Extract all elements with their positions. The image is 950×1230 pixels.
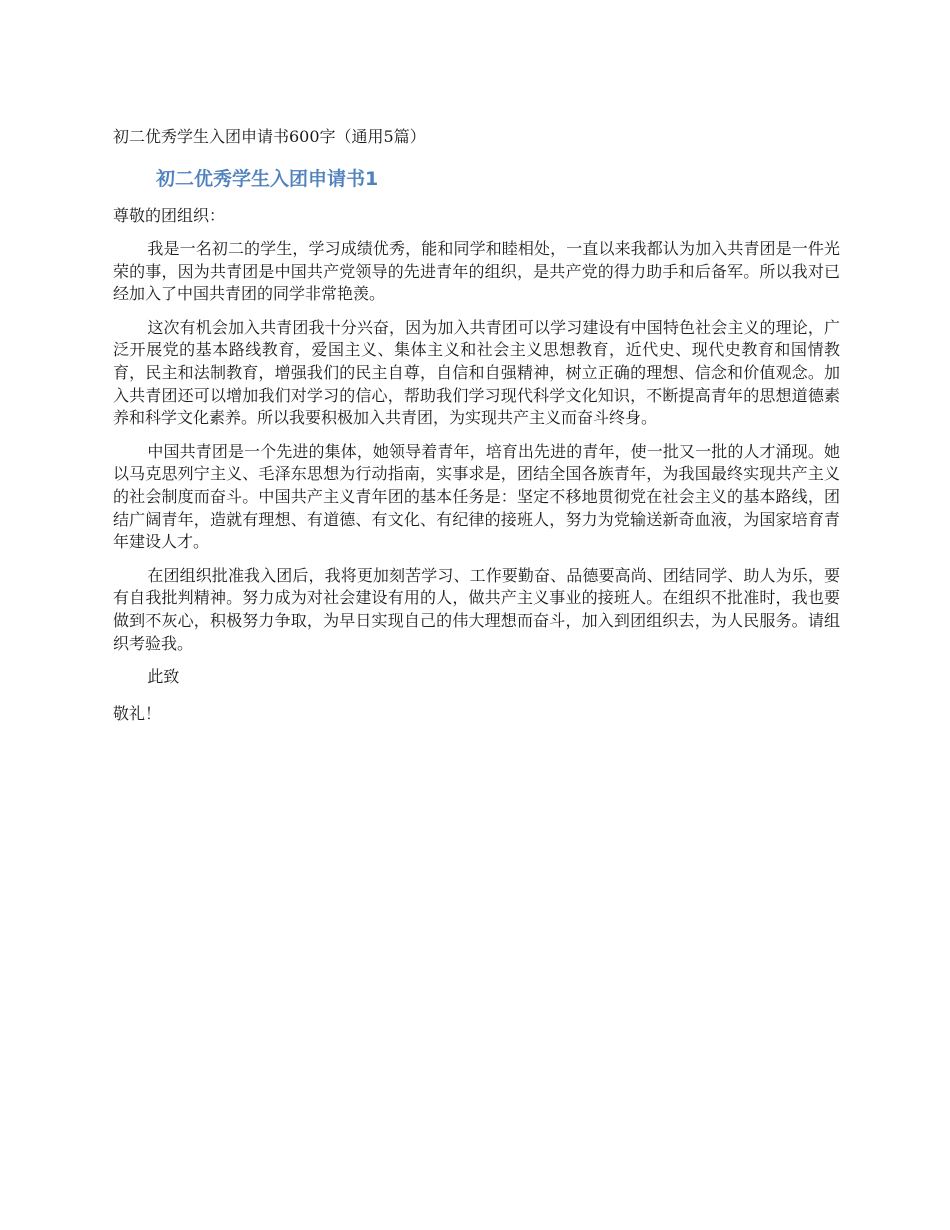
section-heading: 初二优秀学生入团申请书1 [156, 168, 379, 190]
salutation: 尊敬的团组织： [113, 206, 226, 225]
body-paragraph: 这次有机会加入共青团我十分兴奋，因为加入共青团可以学习建设有中国特色社会主义的理论，广泛开展党的基本路线教育，爱国主义、集体主义和社会主义思想教育，近代史、现代史教育和国情教育，民主和法制教育，增强我们的民主自尊，自信和自强精神，树立正确的理想、信念和价值观念。加入共青团还可以增加我们对学习的信心，帮助我们学习现代科学文化知识，不断提高青年的思想道德素养和科学文化素养。所以我要积极加入共青团，为实现共产主义而奋斗终身。 [113, 317, 840, 428]
regards-line: 敬礼！ [113, 704, 162, 724]
body-paragraph: 在团组织批准我入团后，我将更加刻苦学习、工作要勤奋、品德要高尚、团结同学、助人为乐，要有自我批判精神。努力成为对社会建设有用的人，做共产主义事业的接班人。在组织不批准时，我也要做到不灰心，积极努力争取，为早日实现自己的伟大理想而奋斗，加入到团组织去，为人民服务。请组织考验我。 [113, 565, 840, 653]
body-paragraph: 我是一名初二的学生，学习成绩优秀，能和同学和睦相处，一直以来我都认为加入共青团是一件光荣的事，因为共青团是中国共产党领导的先进青年的组织，是共产党的得力助手和后备军。所以我对已经加入了中国共青团的同学非常艳羡。 [113, 239, 840, 304]
document-title: 初二优秀学生入团申请书600字（通用5篇） [113, 127, 426, 146]
closing-line: 此致 [147, 667, 180, 687]
document-body [113, 124, 840, 725]
body-paragraph: 中国共青团是一个先进的集体，她领导着青年，培育出先进的青年，使一批又一批的人才涌现。她以马克思列宁主义、毛泽东思想为行动指南，实事求是，团结全国各族青年，为我国最终实现共产主义的社会制度而奋斗。中国共产主义青年团的基本任务是：坚定不移地贯彻党在社会主义的基本路线，团结广阔青年，造就有理想、有道德、有文化、有纪律的接班人，努力为党输送新奇血液，为国家培育青年建设人才。 [113, 441, 840, 552]
